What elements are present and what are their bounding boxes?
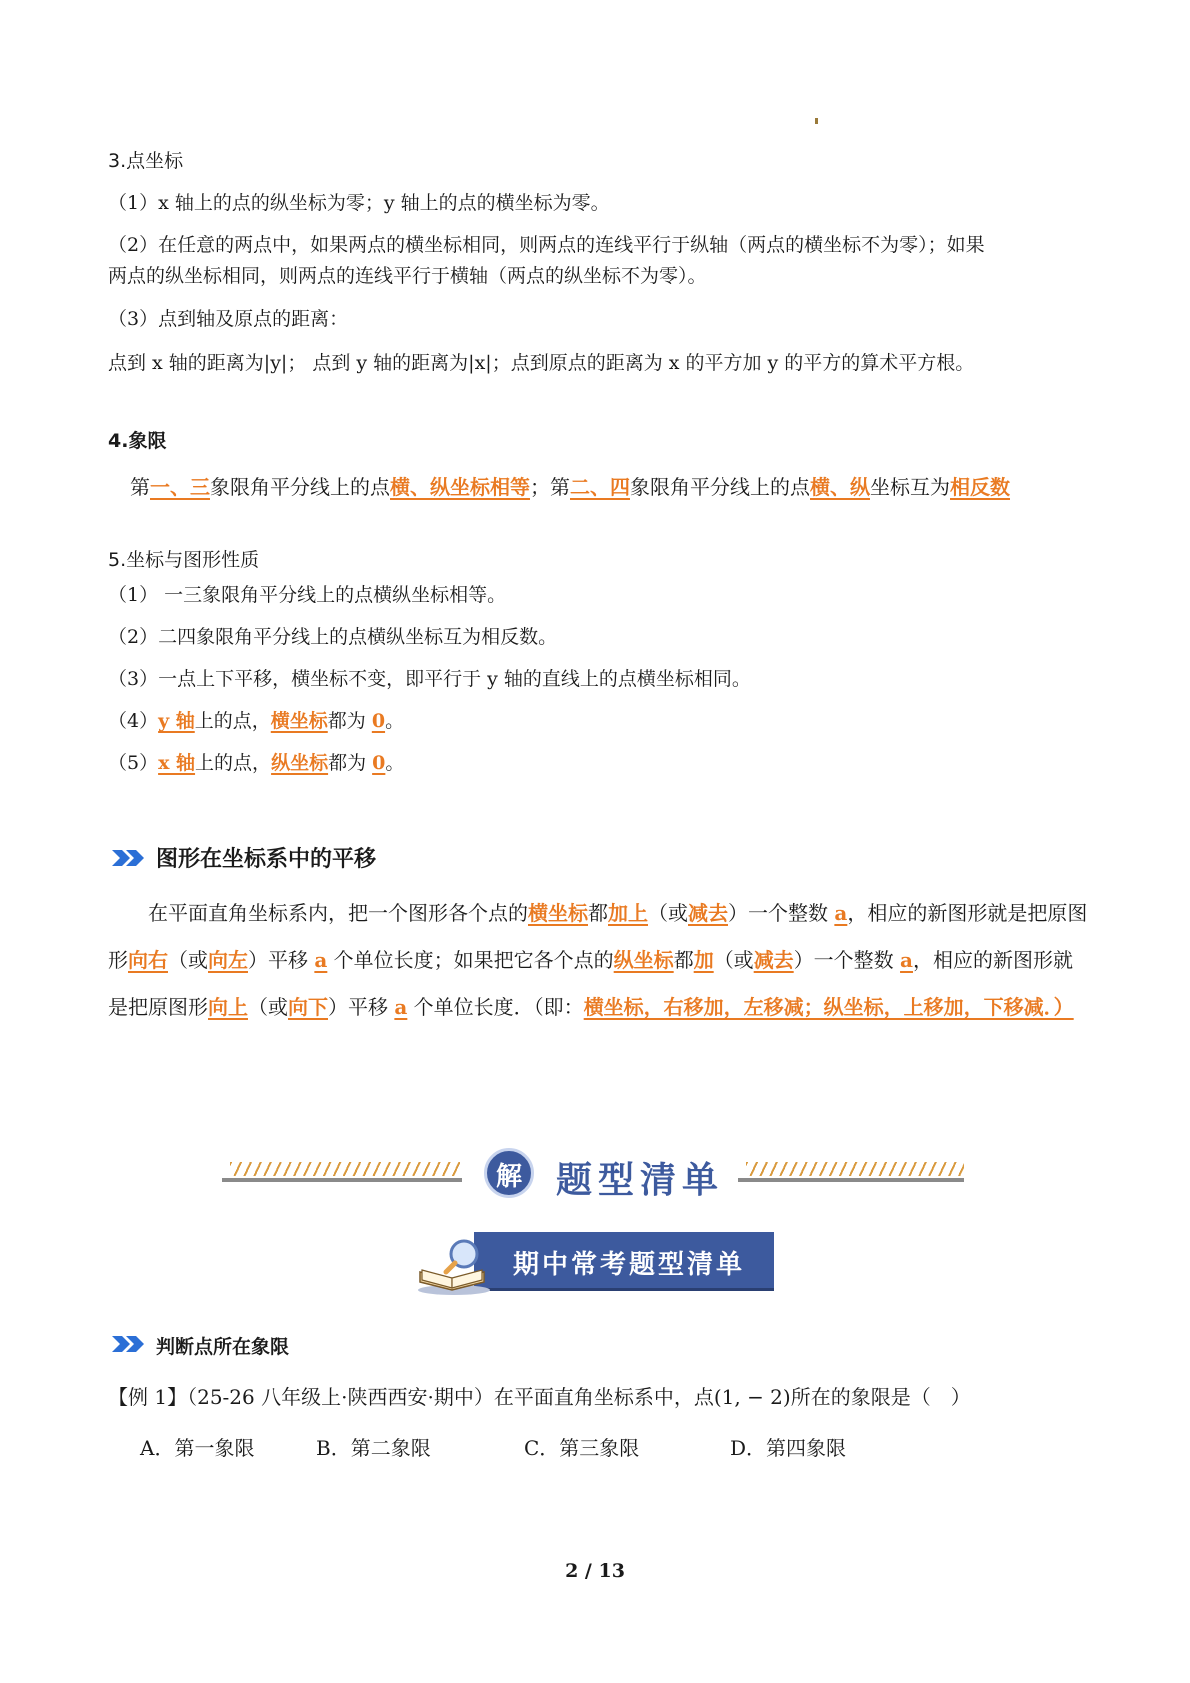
banner-hatch-left	[230, 1162, 460, 1176]
section5-line3: （3）一点上下平移，横坐标不变，即平行于 y 轴的直线上的点横坐标相同。	[108, 668, 751, 690]
header-mark	[815, 118, 818, 124]
highlight: 0	[372, 752, 386, 774]
section3-line2a: （2）在任意的两点中，如果两点的横坐标相同，则两点的连线平行于纵轴（两点的横坐标不为零）；如果	[108, 234, 985, 256]
highlight: 横坐标	[528, 901, 588, 925]
banner-line-left	[222, 1178, 462, 1182]
text: 。	[385, 710, 405, 732]
highlight: 二、四	[570, 475, 630, 499]
text: （或	[648, 901, 688, 925]
option-b[interactable]: B．第二象限	[316, 1436, 431, 1460]
section5-line5	[108, 750, 404, 776]
text: ）一个整数	[793, 948, 901, 972]
topic-title: 判断点所在象限	[156, 1336, 290, 1358]
highlight: 向上	[208, 995, 248, 1019]
highlight: 向左	[208, 948, 248, 972]
section3-title: 3.点坐标	[108, 150, 184, 172]
highlight: 横、纵	[810, 475, 870, 499]
highlight: x 轴	[158, 752, 196, 774]
book-icon	[412, 1232, 492, 1296]
text: （5）	[108, 752, 159, 774]
text: ）平移	[248, 948, 315, 972]
translation-title: 图形在坐标系中的平移	[156, 847, 377, 872]
section3-line2b: 两点的纵坐标相同，则两点的连线平行于横轴（两点的纵坐标不为零）。	[108, 265, 707, 287]
highlight: a	[394, 995, 408, 1019]
highlight: a	[314, 948, 328, 972]
option-a[interactable]: A．第一象限	[140, 1436, 255, 1460]
section4-title: 4.象限	[108, 430, 167, 452]
text: 坐标互为	[870, 475, 950, 499]
section4-line	[130, 474, 1010, 500]
section3-line3: （3）点到轴及原点的距离：	[108, 308, 349, 330]
highlight: 向右	[128, 948, 168, 972]
section3-line1: （1）x 轴上的点的纵坐标为零；y 轴上的点的横坐标为零。	[108, 192, 610, 214]
text: 上的点，	[194, 710, 271, 732]
highlight: 纵坐标	[613, 948, 674, 972]
text: 在平面直角坐标系内，把一个图形各个点的	[108, 901, 528, 925]
highlight: a	[900, 948, 914, 972]
highlight: a	[834, 901, 848, 925]
text: 都为	[327, 710, 372, 732]
highlight: 一、三	[150, 475, 210, 499]
highlight: 横坐标，右移加，左移减；纵坐标，上移加，下移减．）	[583, 995, 1074, 1019]
section3-line4: 点到 x 轴的距离为|y|； 点到 y 轴的距离为|x|；点到原点的距离为 x 的平方加 y 的平方的算术平方根。	[108, 352, 975, 374]
text: ，相应的新图形就是把原图形	[108, 948, 1074, 1019]
text: 个单位长度．（即：	[407, 995, 584, 1019]
text: 个单位长度；如果把它各个点的	[327, 948, 614, 972]
section5-line4	[108, 708, 404, 734]
banner-badge-text: 解	[495, 1162, 522, 1192]
highlight: 向下	[288, 995, 328, 1019]
highlight: 减去	[688, 901, 728, 925]
text: （4）	[108, 710, 159, 732]
text: （或	[713, 948, 754, 972]
option-c[interactable]: C．第三象限	[524, 1436, 640, 1460]
section5-line2: （2）二四象限角平分线上的点横纵坐标互为相反数。	[108, 626, 558, 648]
example-tag: 【例 1】	[108, 1385, 188, 1409]
section5-line1: （1） 一三象限角平分线上的点横纵坐标相等。	[108, 584, 507, 606]
page-number: 2 / 13	[565, 1560, 625, 1582]
highlight: 横坐标	[270, 710, 328, 732]
banner-title: 题型清单	[556, 1159, 725, 1201]
chevron-icon	[112, 1334, 148, 1354]
text: 第	[130, 475, 150, 499]
text: （或	[248, 995, 288, 1019]
text: 。	[385, 752, 405, 774]
highlight: 相反数	[950, 475, 1010, 499]
highlight: 加	[693, 948, 714, 972]
text: 都	[673, 948, 694, 972]
example-text: （25-26 八年级上·陕西西安·期中）在平面直角坐标系中，点(1, − 2)所在的象限是（ ）	[187, 1385, 971, 1409]
translation-paragraph	[108, 890, 1088, 1031]
highlight: 加上	[608, 901, 648, 925]
option-d[interactable]: D．第四象限	[730, 1436, 847, 1460]
text: 都为	[328, 752, 373, 774]
text: ；第	[530, 475, 570, 499]
category-button-label: 期中常考题型清单	[512, 1250, 745, 1280]
highlight: 0	[371, 710, 386, 732]
text: ）平移	[328, 995, 395, 1019]
text: 都	[588, 901, 608, 925]
highlight: 减去	[753, 948, 794, 972]
text: 象限角平分线上的点	[630, 475, 810, 499]
section5-title: 5.坐标与图形性质	[108, 549, 260, 571]
highlight: 纵坐标	[271, 752, 329, 774]
highlight: y 轴	[158, 710, 195, 732]
example-question	[108, 1384, 971, 1410]
highlight: 横、纵坐标相等	[390, 475, 530, 499]
banner-line-right	[738, 1178, 964, 1182]
text: （或	[168, 948, 208, 972]
text: 象限角平分线上的点	[210, 475, 390, 499]
text: ，相应的新图形就是把原图形	[108, 901, 1088, 972]
text: ）一个整数	[728, 901, 835, 925]
text: 上的点，	[195, 752, 272, 774]
chevron-icon	[112, 848, 148, 868]
banner-hatch-right	[746, 1162, 964, 1176]
